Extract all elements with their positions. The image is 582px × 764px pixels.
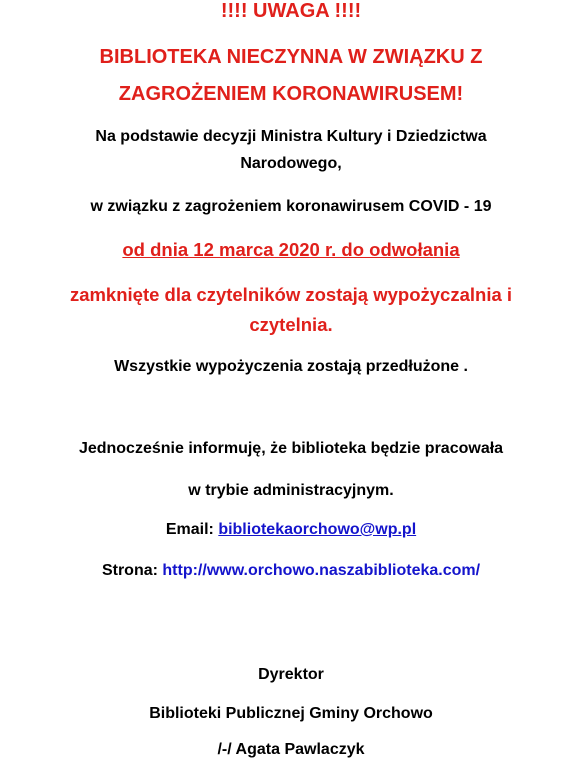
signature-name: /-/ Agata Pawlaczyk <box>217 741 365 758</box>
date-range-wrap <box>0 239 582 261</box>
email-link[interactable]: bibliotekaorchowo@wp.pl <box>218 521 417 538</box>
date-range-text: od dnia 12 marca 2020 r. do odwołania <box>122 239 460 260</box>
email-row <box>0 521 582 539</box>
website-row <box>0 562 582 580</box>
extension-text: Wszystkie wypożyczenia zostają przedłużone . <box>114 358 468 375</box>
covid-text: w związku z zagrożeniem koronawirusem COVID - 19 <box>90 198 492 215</box>
closed-text-line1: zamknięte dla czytelników zostają wypożyczalnia i <box>69 284 513 305</box>
decision-text-line1: Na podstawie decyzji Ministra Kultury i Dziedzictwa <box>95 128 487 145</box>
website-label: Strona: <box>101 562 158 579</box>
decision-text-line2: Narodowego, <box>240 155 342 172</box>
closed-text-line2: czytelnia. <box>249 314 333 335</box>
closure-title-line2: ZAGROŻENIEM KORONAWIRUSEM! <box>118 83 464 105</box>
signature-role: Dyrektor <box>258 666 324 683</box>
info-text-line1: Jednocześnie informuję, że biblioteka będzie pracowała <box>78 440 504 457</box>
signature-institution: Biblioteki Publicznej Gminy Orchowo <box>149 705 433 722</box>
website-link[interactable]: http://www.orchowo.naszabiblioteka.com/ <box>162 562 481 579</box>
closure-title-line1: BIBLIOTEKA NIECZYNNA W ZWIĄZKU Z <box>99 46 483 68</box>
info-text-line2: w trybie administracyjnym. <box>188 482 394 499</box>
email-label: Email: <box>165 521 214 538</box>
warning-heading: !!!! UWAGA !!!! <box>220 0 362 22</box>
